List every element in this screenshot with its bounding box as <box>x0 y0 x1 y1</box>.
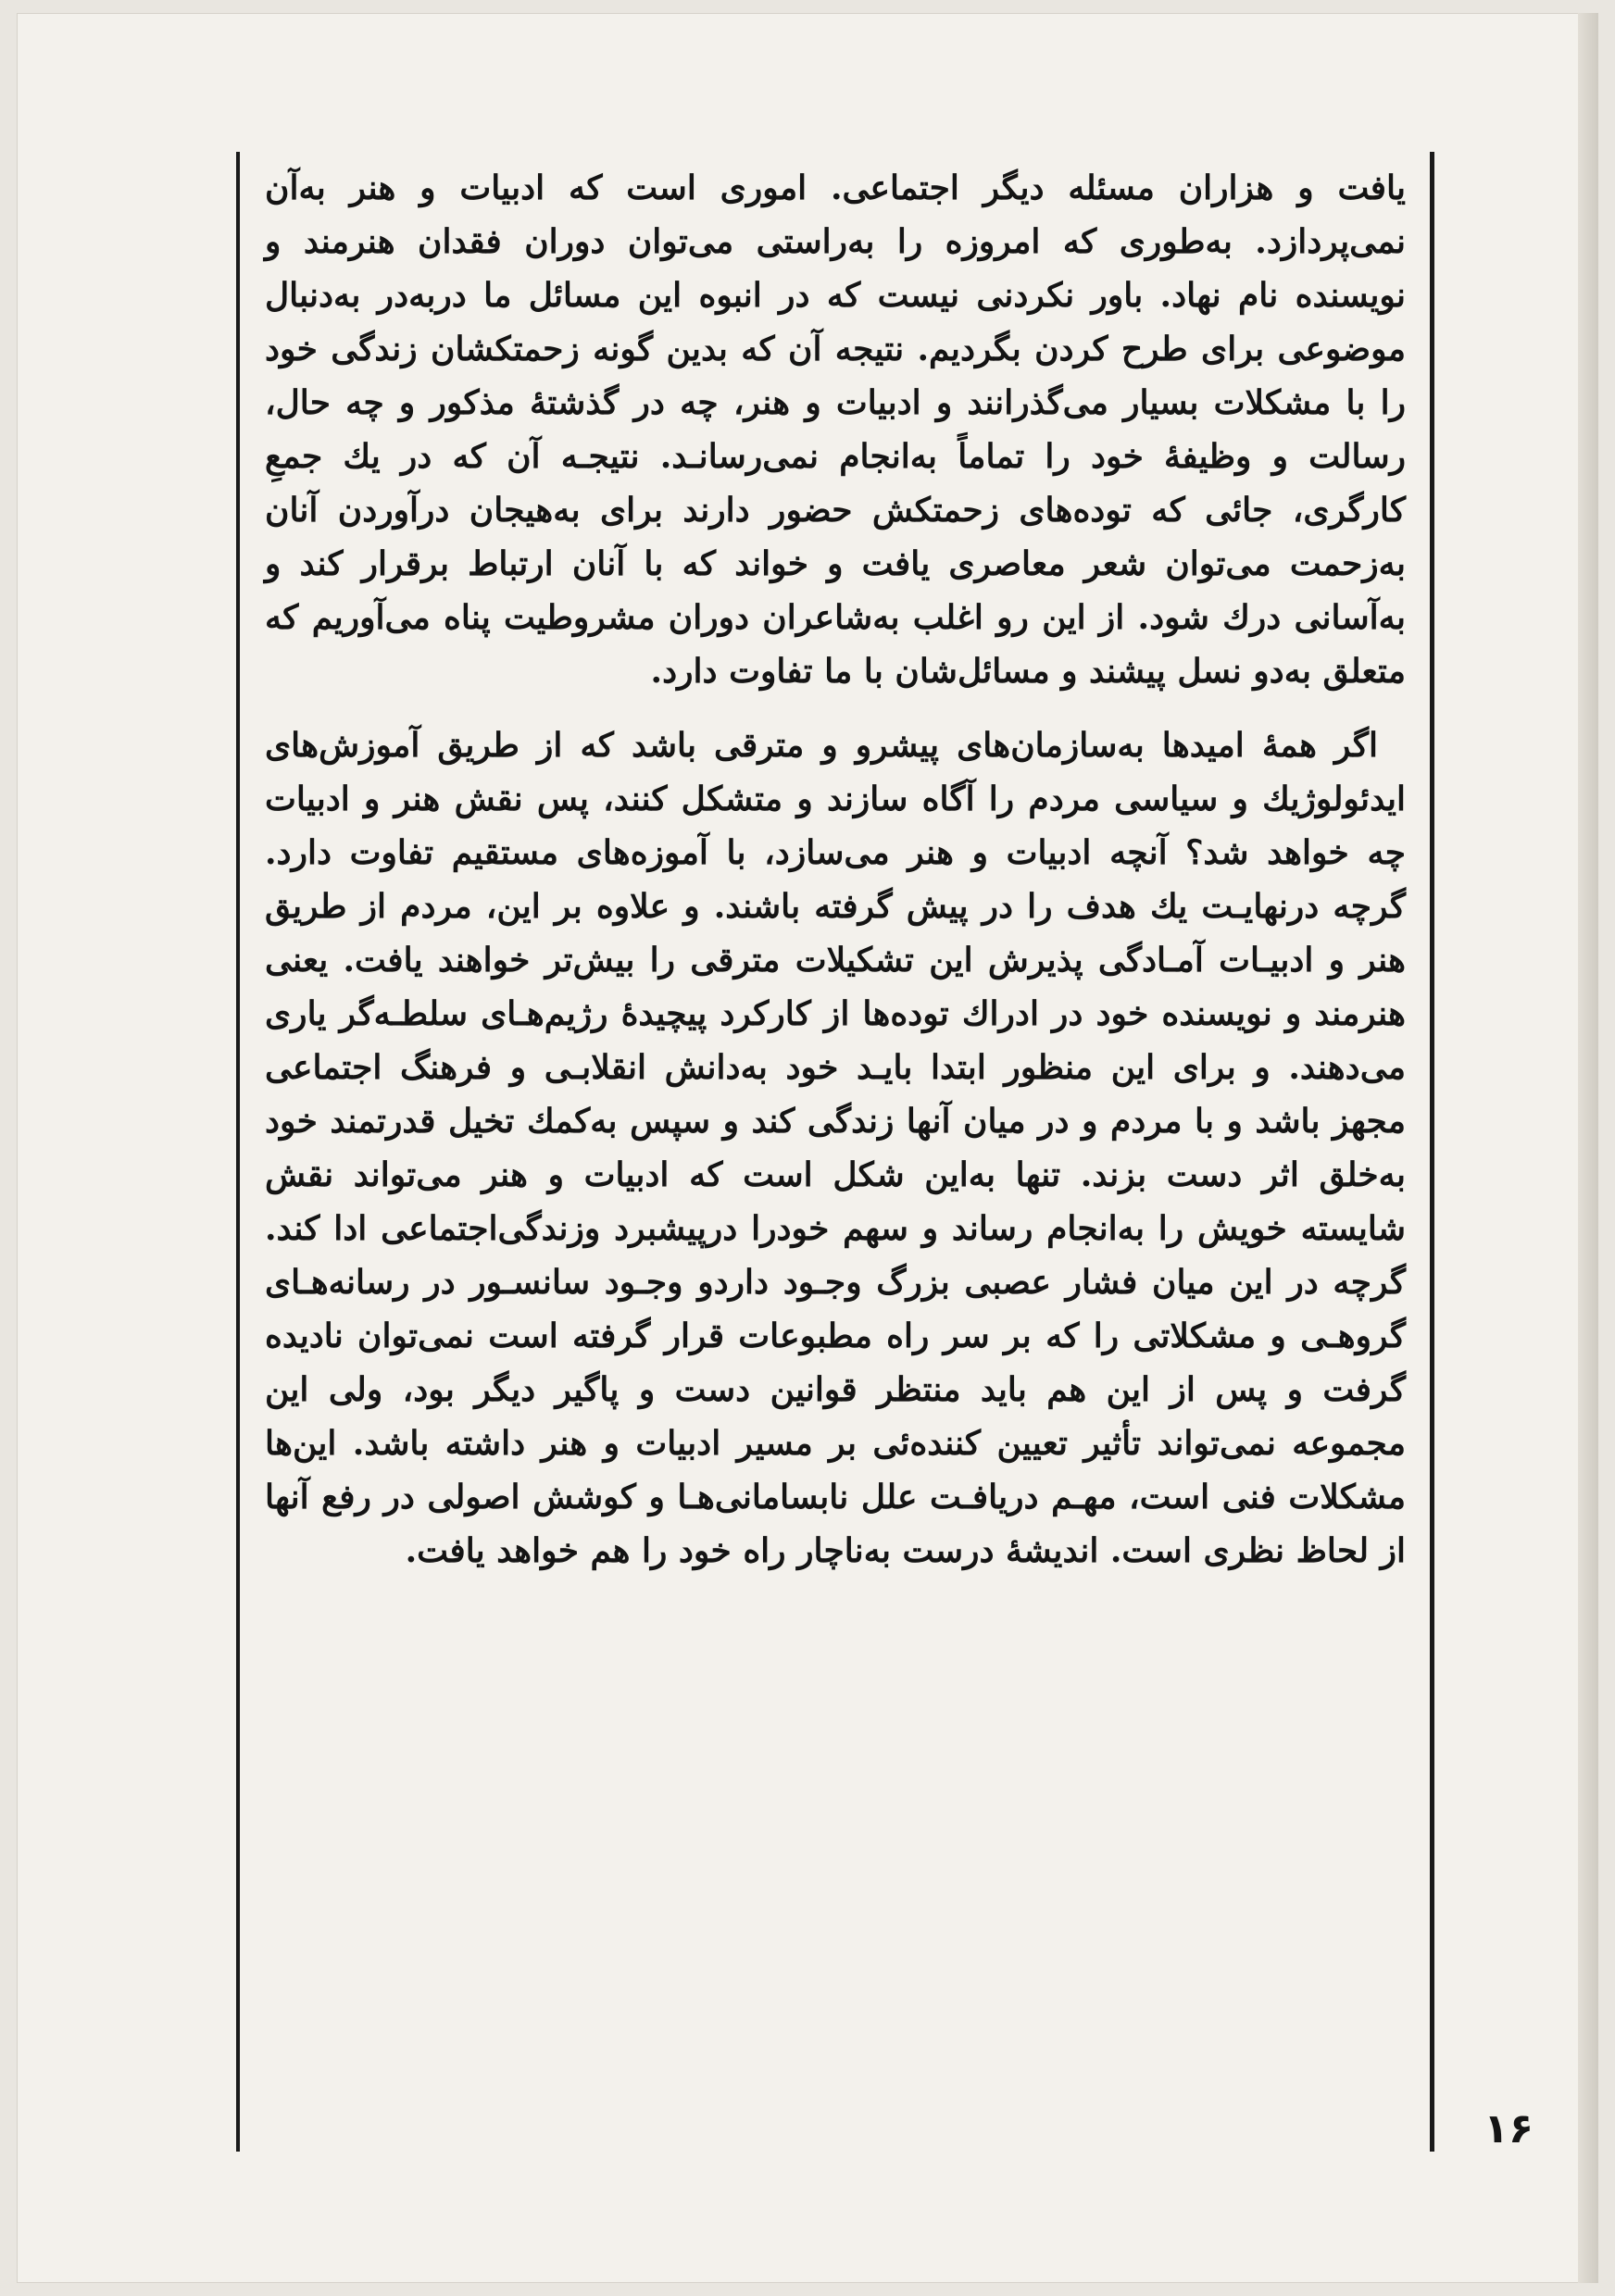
paragraph-2: اگر همهٔ امیدها به‌سازمان‌های پیشرو و مترقی باشد که از طریق آموزش‌های ایدئولوژیك و سیاسی مردم را آگاه سازند و متشکل کنند، پس نقش هنر و ادبیات چه خواهد شد؟ آنچه ادبیات و هنر می‌سازد، با آموزه‌های مستقیم تفاوت دارد. گرچه درنهایـت یك هدف را در پیش گرفته باشند. و علاوه بر این، مردم از طریق هنر و ادبیـات آمـادگی پذیرش این تشکیلات مترقی را بیش‌تر خواهند یافت. یعنی هنرمند و نویسنده خود در ادراك توده‌ها از کارکرد پیچیدهٔ رژیم‌هـای سلطـه‌گر یاری می‌دهند. و برای این منظور ابتدا بایـد خود به‌دانش انقلابـی و فرهنگ اجتماعی مجهز باشد و با مردم و در میان آنها زندگی کند و سپس به‌کمك تخیل قدرتمند خود به‌خلق اثر دست بزند. تنها به‌این شکل است که ادبیات و هنر می‌تواند نقش شایسته خویش را به‌انجام رساند و سهم خودرا درپیشبرد وزندگی‌اجتماعی ادا کند. گرچه در این میان فشار عصبی بزرگ وجـود داردو وجـود سانسـور در رسانه‌هـای گروهـی و مشکلاتی را که بر سر راه مطبوعات قرار گرفته است نمی‌توان نادیده گرفت و پس از این هم باید منتظر قوانین دست و پاگیر دیگر بود، ولی این مجموعه نمی‌تواند تأثیر تعیین کننده‌ئی بر مسیر ادبیات و هنر داشته باشد. این‌ها مشکلات فنی است، مهـم دریافـت علل نابسامانی‌هـا و کوشش اصولی در رفع آنها از لحاظ نظری است. اندیشهٔ درست به‌ناچار راه خود را هم خواهد یافت. <box>265 726 1406 1570</box>
left-margin-rule <box>236 152 240 2152</box>
page-number: ۱۶ <box>1484 2105 1534 2152</box>
right-margin-rule <box>1430 152 1434 2152</box>
scan-edge-shadow <box>1578 13 1598 2283</box>
body-text <box>265 161 1406 1578</box>
paragraph-1: یافت و هزاران مسئله دیگر اجتماعی. اموری است که ادبیات و هنر به‌آن نمی‌پردازد. به‌طوری که امروزه را به‌راستی می‌توان دوران فقدان هنرمند و نویسنده نام نهاد. باور نکردنی نیست که در انبوه این مسائل ما دربه‌در به‌دنبال موضوعی برای طرح کردن بگردیم. نتیجه آن که بدین گونه زحمتکشان زندگی خود را با مشکلات بسیار می‌گذرانند و ادبیات و هنر، چه در گذشتهٔ مذکور و چه حال، رسالت و وظیفهٔ خود را تماماً به‌انجام نمی‌رسانـد. نتیجـه آن که در یك جمعِ کارگری، جائی که توده‌های زحمتکش حضور دارند برای به‌هیجان درآوردن آنان به‌زحمت می‌توان شعر معاصری یافت و خواند که با آنان ارتباط برقرار کند و به‌آسانی درك شود. از این رو اغلب به‌شاعران دوران مشروطیت پناه می‌آوریم که متعلق به‌دو نسل پیشند و مسائل‌شان با ما تفاوت دارد. <box>265 168 1406 691</box>
scanned-page <box>17 13 1598 2283</box>
